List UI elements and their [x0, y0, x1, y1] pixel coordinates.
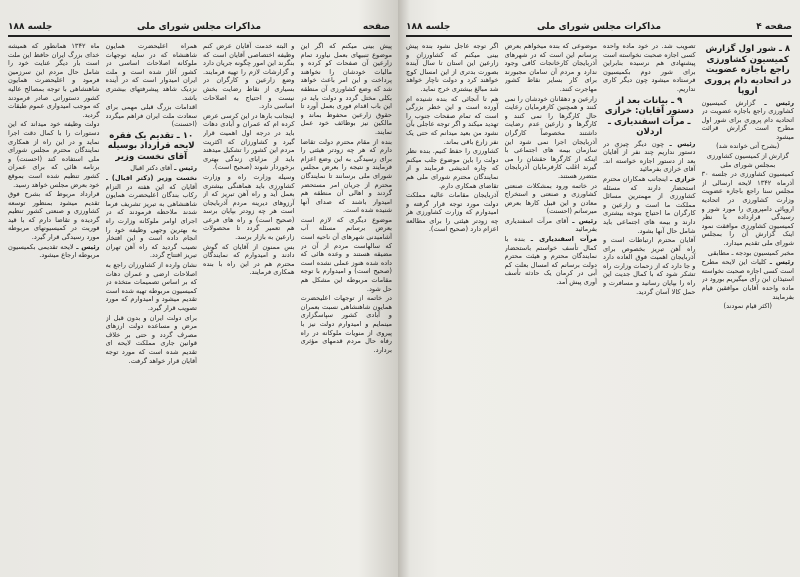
text-columns	[8, 40, 392, 577]
paragraph-text: موضوعی که بنده میخواهم بعرض برسانم این است که در شهرهای آذربایجان کارخانجات کافی وجود ندارد و مردم آن سامان مجبورند برای کار بسایر نقاط کشور مهاجرت کنند.	[504, 42, 597, 93]
paragraph-text: وسیله وزارت راه و وزارت کشاورزی باید هماهنگی بیشتری بعمل آید و راه آهن تبریز که از آرزوهای دیرینه مردم آذربایجان است هر چه زودتر بپایان برسد (صحیح است) و راه های فرعی هم تعمیر گردد تا محصولات زارعین به بازار برسد.	[203, 172, 295, 242]
paragraph-text: موضوع دیگری که لازم است بعرض برسانم مسئله آب آشامیدنی شهرهای آن ناحیه است که سالهاست مردم از آن در مضیقه هستند و وعده هائی که داده شده هنوز عملی نشده است (صحیح است) و امیدوارم با توجه مقامات مربوطه این مشکل هم حل شود.	[300, 215, 392, 293]
paragraph	[106, 174, 198, 260]
text-columns	[406, 40, 794, 577]
paragraph-text: مخبر کمیسیون بودجه ـ مطابقی	[707, 248, 794, 257]
speaker-name: رئیس ـ	[764, 98, 794, 107]
left-page	[0, 0, 398, 577]
paragraph	[505, 217, 598, 234]
paragraph	[603, 175, 696, 235]
page-number: صفحه	[362, 22, 390, 32]
paragraph-text: ۹ ـ بیانات بعد از دستور آقایان: خرازی ـ مرآت اسفندیاری ـ اردلان	[604, 95, 694, 138]
paragraph-text: در خاتمه از توجهات اعلیحضرت همایون شاهنشاهی نسبت بعمران و آبادی کشور سپاسگزاری مینمایم و امیدوارم دولت نیز با پیروی از منویات ملوکانه در راه رفاه حال مردم قدمهای مؤثری بردارد.	[300, 294, 392, 354]
paragraph	[505, 95, 598, 181]
paragraph	[603, 236, 696, 296]
session-number: جلسه ۱۸۸	[8, 22, 53, 32]
text-column	[603, 40, 696, 577]
paragraph	[702, 249, 795, 258]
paragraph	[203, 243, 295, 277]
paragraph	[203, 173, 295, 242]
paragraph-text: دولت وظیفه خود میداند که این دستورات را با کمال دقت اجرا نماید و در این راه از همکاری نمایندگان محترم مجلس شورای ملی استفاده کند (احسنت) و برنامه هائی که برای عمران کشور تنظیم شده است بموقع خود بعرض مجلس خواهد رسید.	[8, 120, 100, 189]
text-column	[8, 40, 100, 577]
paragraph	[106, 42, 198, 102]
paragraph-text: آقایان که این هفته در التزام رکاب بندگان اعلیحضرت همایون شاهنشاهی به تبریز تشریف فرما شدند ملاحظه فرمودند که در اجرای اوامر ملوکانه وزارت راه به بهترین وجهی وظیفه خود را انجام داده است و این افتخار نصیب گردید که راه آهن تهران تبریز افتتاح گردد.	[105, 182, 197, 260]
paragraph-text: زارعین و دهقانان خودشان را نمی کنند و همچنین کارفرمایان رعایت حال کارگرها را نمی کنند و کارگرها و زارعین عدم رضایت داشتند مخصوصاً کارگران آذربایجان اجرا نمی شود این سازمان بیمه های اجتماعی با اینکه از کارگرها حقشان را می گیرند اغلب کارفرمایان آذربایجان متضرر هستند.	[504, 94, 597, 180]
paragraph-text: کلیات این لایحه مطرح است کسی اجازه صحبت نخواسته استیذان این رأی میگیریم بورود در ماده واحده آقایان موافقین قیام بفرمایند	[701, 258, 794, 301]
paragraph-text: (بشرح آتی خوانده شد)	[716, 142, 780, 151]
paragraph-text: اینجانب همکاران محترم استحضار دارند که مسئله کشاورزی از مهمترین مسائل مملکت ما است و زارعین و کارگران ما احتیاج بتوجه بیشتری دارند و بیمه های اجتماعی باید شامل حال آنها بشود.	[603, 174, 696, 235]
paragraph	[8, 190, 100, 242]
paragraph	[603, 140, 696, 174]
paragraph-text: آقای دکتر اقبال	[130, 164, 173, 173]
paragraph	[106, 261, 198, 313]
paragraph	[8, 42, 100, 119]
paragraph	[406, 42, 499, 94]
session-number: جلسه ۱۸۸	[406, 22, 451, 32]
paragraph-text: پیش بینی میکنم که اگر این موضوع تنبیهای بعمل نیاورد تمام زارعین آن صفحات کو کرده و مالیات خودشان را نخواهند پرداخت و این امر باعث خواهد شد که وضع کشاورزی آن منطقه بکلی مختل گردد و دولت باید در این باب اقدام فوری بعمل آورد تا حقوق زارعین محفوظ بماند و مالکین نیز بوظائف خود عمل نمایند.	[300, 42, 392, 136]
text-column	[203, 40, 295, 577]
page-header	[406, 22, 792, 36]
text-column	[106, 40, 198, 577]
paragraph-text: گزارش از کمیسیون کشاورزی بمجلس شورای ملی	[706, 152, 789, 169]
section-heading	[603, 96, 696, 138]
speaker-name: رئیس ـ	[669, 139, 696, 148]
paragraph-text: قرارداد مربوط که بشرح فوق تقدیم میشود بمنظور توسعه کشاورزی و صنعتی کشور تنظیم گردیده و تقاضا دارم که با قید فوریت در کمیسیونهای مربوطه مورد رسیدگی قرار گیرد.	[8, 190, 100, 242]
text-column	[406, 40, 499, 577]
paragraph	[702, 142, 795, 151]
paragraph-text: چون دیگر چیزی در دستور نداریم چند نفر از آقایان بعد از دستور اجازه خواسته اند. آقای خرازی بفرمائید	[603, 139, 696, 174]
paragraph	[203, 42, 295, 111]
paragraph-text: و البته خدمت آقایان عرض کنم وظیفه اختصاصی آقایان است که بنگرند این امور چگونه جریان دارد و گزارشات لازم را تهیه فرمایند. وضع زارعین و کارگران در بسیاری از نقاط رضایت بخش نیست و احتیاج به اصلاحات اساسی دارد.	[203, 42, 295, 111]
paragraph	[702, 99, 795, 142]
paragraph	[505, 235, 598, 287]
paragraph	[702, 302, 795, 311]
paragraph-text: ۸ ـ شور اول گزارش کمیسیون کشاورزی راجع باجازه عضویت در اتحادیه دام پروری اروپا	[704, 44, 792, 96]
paragraph-text: اینجانب بارها در این کرسی عرض کرده ام که عمران و آبادی دهات باید در درجه اول اهمیت قرار گیرد و کشاورزان که اکثریت مردم این کشور را تشکیل میدهند باید از مزایای زندگی بهتری برخوردار شوند (صحیح است).	[203, 111, 295, 172]
paragraph	[203, 112, 295, 172]
paragraph	[702, 258, 795, 301]
paragraph-text: کمیسیون کشاورزی در جلسه ۳۰ آذرماه ۱۳۴۲ لایحه ارسالی از مجلس سنا راجع باجازه عضویت وزارت کشاورزی در اتحادیه اروپائی دامپروری را مورد شور و رسیدگی قرارداده با نظر کمیسیون کشاورزی موافقت نمود اینک گزارش آن را بمجلس شورای ملی تقدیم میدارد.	[701, 170, 794, 247]
page-number: صفحه ۴	[756, 22, 792, 32]
paragraph	[301, 216, 393, 293]
paragraph-text: (اکثر قیام نمودند)	[723, 302, 772, 311]
paragraph-text: لایحه تقدیمی بکمیسیون مربوطه ارجاع میشود.	[8, 242, 100, 260]
paragraph-text: آذربایجان مقامات عالیه مملکت دولت مورد توجه قرار گرفته و امیدوارم که وزارت کشاورزی هر چه زودتر هیئتی را برای مطالعه اعزام دارد (صحیح است).	[406, 191, 499, 234]
paragraph	[106, 314, 198, 366]
paragraph	[702, 170, 795, 247]
paragraph	[406, 191, 499, 234]
text-column	[505, 40, 598, 577]
paragraph	[603, 42, 696, 94]
paragraph	[702, 152, 795, 169]
speaker-name: خرازی ـ	[669, 174, 696, 183]
speaker-name: مرآت اسفندیاری ـ	[530, 235, 597, 244]
paragraph	[406, 147, 499, 190]
paragraph-text: گزارش کمیسیون کشاورزی راجع باجازه عضویت در اتحادیه دام پروری برای شور اول مطرح است گزارش قرائت میشود	[701, 98, 794, 141]
paragraph-text: نشان وارده از کشاورزان راجع به اصلاحات ارضی و عمران دهات که بر اساس تصمیمات متخذه در کمیسیون مربوطه تهیه شده است تقدیم میشود و امیدوارم که مورد تصویب قرار گیرد.	[105, 260, 197, 312]
paragraph	[8, 243, 100, 260]
paragraph	[406, 95, 499, 147]
paragraph-text: کشاورزی را حفظ کنیم. بنده نظر دولت را باین موضوع جلب میکنم که چاره اندیشی فرمایند و از نمایندگان محترم شورای ملی هم تقاضای همکاری دارم.	[406, 147, 499, 190]
speaker-name: رئیس ـ	[769, 258, 794, 267]
paragraph-text: برای دولت ایران و بدون قبل از مرض و مساعده دولت ارزهای مصرف گردد و حتی بر خلاف قوانین جاری مملکت لایحه ای تقدیم شده است که مورد توجه آقایان قرار خواهد گرفت.	[105, 313, 197, 365]
paragraph-text: ماه ۱۳۴۲ همانطور که همیشه خدای بزرگ ایران حافظ این ملت است بار دیگر عنایت خود را شامل حال مردم این سرزمین فرمود و اعلیحضرت همایون شاهنشاهی با توجه بمصالح عالیه کشور دستوراتی صادر فرمودند که موجب امیدواری عموم طبقات گردید.	[8, 42, 100, 119]
paragraph-text: آقایان محترم ارتباطات است و راه آهن تبریز بخصوص برای آذربایجان اهمیت فوق العاده دارد و جا دارد که از زحمات وزارت راه تشکر شود که با کمال جدیت این راه را بپایان رسانید و مسافرت و حمل کالا آسان گردید.	[603, 236, 696, 296]
running-title: مذاکرات مجلس شورای ملی	[536, 22, 662, 32]
paragraph	[106, 164, 198, 173]
speaker-name: رئیس ـ	[572, 216, 597, 225]
paragraph-text: ۱۰ ـ تقدیم یک فقره لایحه قرارداد بوسیله آقای نخست وزیر	[107, 130, 195, 162]
paragraph-text: بس ممنون از آقایان که گوش دادند و امیدوارم که نمایندگان محترم هم در این راه با بنده همکاری فرمایند.	[203, 242, 295, 277]
paragraph-text: اگر توجه عاجل نشود بنده پیش بینی میکنم که کشاورزان و زارعین این استان تا سال آینده بصورت بدتری از این امسال کوچ خواهند کرد و دولت ناچار خواهد شد مبالغ بیشتری خرج نماید.	[406, 42, 499, 93]
speaker-name: رئیس ـ	[174, 164, 197, 173]
paragraph-text: در خاتمه ورود بمشکلات صنعتی کشاورزی و صنعتی و استخراج معادن و این قبیل کارها بعرض میرسانم (احسنت)	[504, 181, 597, 216]
paragraph	[505, 42, 598, 94]
text-column	[702, 40, 795, 577]
page-header	[8, 22, 390, 36]
paragraph	[301, 42, 393, 137]
paragraph-text: همراه اعلیحضرت همایون شاهنشاه که در سایه توجهات ملوکانه اصلاحات اساسی در کشور آغاز شده است و ملت ایران امیدوار است که در آینده نزدیک شاهد پیشرفتهای بیشتری باشد.	[105, 42, 197, 102]
header-rule	[8, 35, 390, 37]
running-title: مذاکرات مجلس شورای ملی	[136, 22, 262, 32]
paragraph-text: اقدامات بزرگ قبلی مهمی برای سعادت ملت ایران فراهم میگردد (احسنت)	[105, 103, 197, 129]
header-rule	[406, 35, 792, 37]
paragraph-text: آقای مرآت اسفندیاری بفرمائید	[504, 216, 597, 234]
section-heading	[106, 131, 198, 163]
paragraph	[8, 120, 100, 189]
paragraph	[106, 103, 198, 129]
text-column	[301, 40, 393, 577]
right-page	[398, 0, 800, 577]
paragraph-text: بنده از مقام محترم دولت تقاضا دارم که هر چه زودتر هیئتی را برای رسیدگی به این وضع اعزام فرمایند و نتیجه را بعرض مجلس شورای ملی برسانند تا نمایندگان محترم از جریان امر مستحضر گردند و اهالی آن منطقه هم امیدوار باشند که صدای آنها شنیده شده است.	[300, 137, 392, 215]
speaker-name: نخست وزیر (دکتر اقبال) ـ	[105, 174, 197, 183]
paragraph-text: بنده با کمال تأسف خواستم باستحضار نمایندگان محترم و هیئت محترم دولت برسانم که امسال بعلت کم آبی در کرمان یک حادثه تأسف آوری پیش آمد.	[504, 235, 597, 287]
paragraph-text: تصویب شد. در خود ماده واحده کسی اجازه صحبت نخواسته است پیشنهادی هم نرسیده بنابراین برای شور دوم بکمیسیون فرستاده میشود چون دیگر کاری نداریم.	[603, 42, 696, 93]
speaker-name: رئیس ـ	[76, 242, 100, 251]
section-heading	[702, 44, 795, 97]
paragraph-text: هم تا آنجائی که بنده شنیده ام آورده است و این خطر بزرگی است که تمام صفحات جنوب را تهدید میکند و اگر توجه عاجلی بآن نشود من بعید میدانم که حتی یک نفر زارع باقی بماند.	[406, 94, 499, 146]
paragraph	[301, 294, 393, 354]
paragraph	[301, 138, 393, 215]
paragraph	[505, 182, 598, 216]
